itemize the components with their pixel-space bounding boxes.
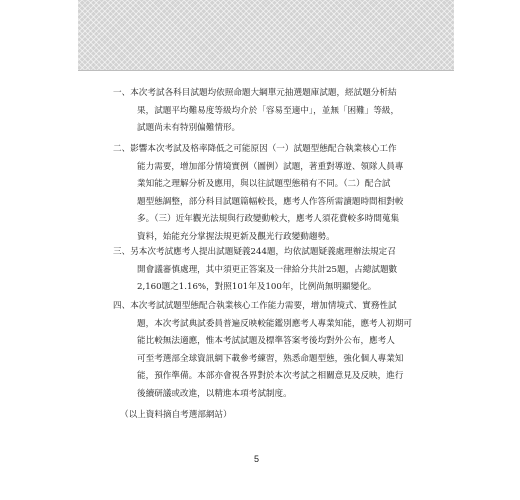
paragraph-marker: 三、 bbox=[113, 247, 131, 257]
paragraph-line: 資料，始能充分掌握法規更新及觀光行政變動趨勢。 bbox=[137, 231, 335, 242]
paragraph-marker: 一、 bbox=[113, 88, 131, 98]
paragraph-3 bbox=[113, 244, 418, 297]
paragraph-line: 二、影響本次考試及格率降低之可能原因（一）試題型態配合執業核心工作 bbox=[113, 144, 397, 154]
paragraph-4 bbox=[113, 298, 418, 404]
paragraph-line: 一、本次考試各科目試題均依照命題大綱單元抽選題庫試題，經試題分析結 bbox=[113, 88, 397, 98]
paragraph-marker: 四、 bbox=[113, 301, 131, 311]
paragraph-line: 2,160題之1.16%，對照101年及100年，比例尚無明顯變化。 bbox=[137, 282, 377, 293]
paragraph-line: 開會議審慎處理，其中須更正答案及一律給分共計25題，占總試題數 bbox=[137, 264, 398, 275]
paragraph-line: 多。（三）近年觀光法規與行政變動較大，應考人須花費較多時間蒐集 bbox=[137, 214, 400, 225]
paragraph-line: 能力需要，增加部分情境實例（圖例）試題，著重對導遊、領隊人員專 bbox=[137, 161, 404, 172]
header-pattern-band bbox=[78, 0, 454, 71]
paragraph-line: 業知能之理解分析及應用，與以往試題型態稍有不同。（二）配合試 bbox=[137, 179, 391, 190]
paragraph-line: 可至考選部全球資訊網下載參考練習，熟悉命題型態，強化個人專業知 bbox=[137, 353, 404, 364]
paragraph-2 bbox=[113, 141, 418, 247]
paragraph-line: 三、另本次考試應考人提出試題疑義244題，均依試題疑義處理辦法規定召 bbox=[113, 247, 396, 257]
paragraph-line: 題，本次考試典試委員普遍反映較能鑑別應考人專業知能，應考人初期可 bbox=[137, 318, 413, 329]
paragraph-line: 題型態調整，部分科目試題篇幅較長，應考人作答所需讀題時間相對較 bbox=[137, 196, 404, 207]
page-number: 5 bbox=[254, 454, 260, 464]
paragraph-line: 能，預作準備。本部亦會視各界對於本次考試之相關意見及反映，進行 bbox=[137, 371, 404, 382]
paragraph-1 bbox=[113, 85, 418, 138]
paragraph-marker: 二、 bbox=[113, 144, 131, 154]
source-note: （以上資料摘自考選部網站） bbox=[120, 410, 232, 420]
paragraph-line: 試題尚未有特別偏難情形。 bbox=[137, 123, 241, 134]
paragraph-line: 果，試題平均難易度等級均介於「容易至適中」，並無「困難」等級， bbox=[137, 105, 400, 116]
paragraph-line: 能比較無法適應，惟本考試試題及標準答案考後均對外公布，應考人 bbox=[137, 336, 395, 347]
paragraph-line: 後續研議或改進，以精進本項考試制度。 bbox=[137, 388, 292, 399]
paragraph-line: 四、本次考試試題型態配合執業核心工作能力需要，增加情境式、實務性試 bbox=[113, 301, 397, 311]
